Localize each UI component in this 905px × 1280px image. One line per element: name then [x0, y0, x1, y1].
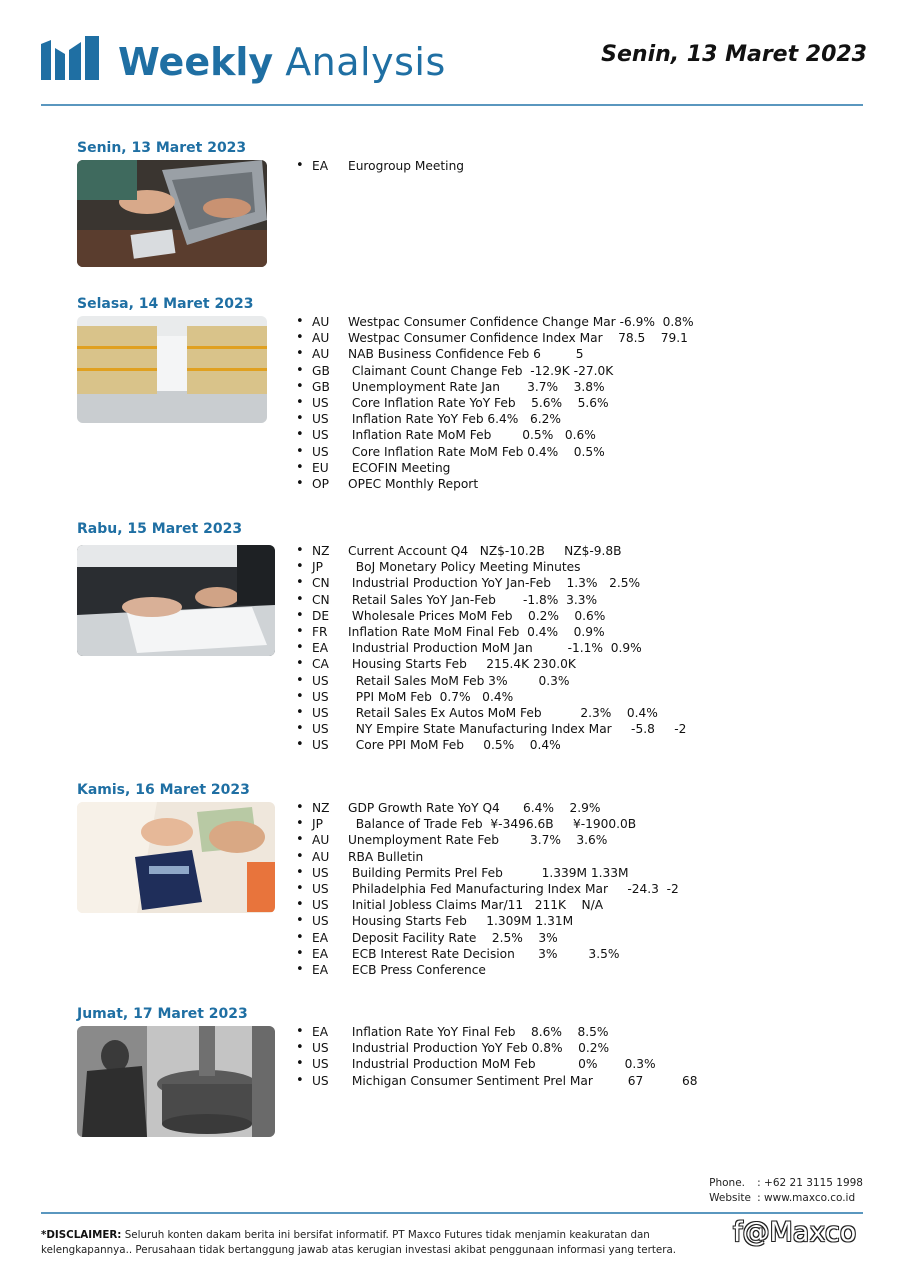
- event-text: Housing Starts Feb 215.4K 230.0K: [348, 657, 576, 672]
- country-code: US: [312, 444, 329, 459]
- list-item: [296, 897, 679, 913]
- event-text: RBA Bulletin: [348, 849, 424, 864]
- list-item: [296, 673, 686, 689]
- list-item: [296, 559, 686, 575]
- event-list: [296, 158, 464, 174]
- day-title: Rabu, 15 Maret 2023: [77, 521, 243, 537]
- event-text: ECB Press Conference: [348, 962, 486, 977]
- country-code: EA: [312, 930, 329, 945]
- country-code: AU: [312, 849, 330, 864]
- event-list: [296, 800, 679, 978]
- event-text: Industrial Production YoY Jan-Feb 1.3% 2.5%: [348, 576, 641, 591]
- country-code: NZ: [312, 544, 330, 558]
- event-text: Inflation Rate YoY Final Feb 8.6% 8.5%: [348, 1025, 609, 1039]
- day-section-senin: [77, 138, 877, 173]
- event-text: Industrial Production YoY Feb 0.8% 0.2%: [348, 1041, 610, 1056]
- maxco-watermark: f@Maxco: [733, 1217, 857, 1248]
- country-code: EA: [312, 1025, 329, 1039]
- country-code: OP: [312, 476, 329, 491]
- country-code: US: [312, 738, 329, 753]
- country-code: AU: [312, 331, 330, 346]
- country-code: EU: [312, 460, 329, 475]
- country-code: FR: [312, 624, 328, 639]
- list-item: [296, 395, 694, 411]
- event-text: ECB Interest Rate Decision 3% 3.5%: [348, 946, 620, 961]
- event-text: ECOFIN Meeting: [348, 460, 451, 475]
- photo-calculator-money: [77, 802, 275, 913]
- list-item: [296, 946, 679, 962]
- disclaimer-label: *DISCLAIMER:: [41, 1229, 122, 1241]
- event-text: Philadelphia Fed Manufacturing Index Mar -24.3 -2: [348, 881, 679, 896]
- event-text: Westpac Consumer Confidence Change Mar -6.9% 0.8%: [348, 315, 694, 329]
- disclaimer-text: Seluruh konten dakam berita ini bersifat informatif. PT Maxco Futures tidak menjamin keakuratan dan kelengkapannya.. Perusahaan tidak bertanggung jawab atas kerugian investasi akibat penggunaan informasi yang tertera.: [41, 1229, 677, 1256]
- country-code: US: [312, 395, 329, 410]
- phone-value: : +62 21 3115 1998: [757, 1177, 863, 1189]
- country-code: NZ: [312, 801, 330, 815]
- event-text: Retail Sales YoY Jan-Feb -1.8% 3.3%: [348, 592, 598, 607]
- event-list: [296, 314, 694, 492]
- list-item: [296, 832, 679, 848]
- footer-divider: [41, 1212, 863, 1214]
- country-code: US: [312, 1057, 329, 1072]
- list-item: [296, 592, 686, 608]
- event-text: Claimant Count Change Feb -12.9K -27.0K: [348, 363, 614, 378]
- event-text: Core Inflation Rate MoM Feb 0.4% 0.5%: [348, 444, 605, 459]
- title-analysis: Analysis: [285, 40, 446, 84]
- event-text: Westpac Consumer Confidence Index Mar 78.5 79.1: [348, 331, 688, 346]
- list-item: [296, 330, 694, 346]
- list-item: [296, 346, 694, 362]
- list-item: [296, 476, 694, 492]
- country-code: EA: [312, 962, 329, 977]
- event-text: GDP Growth Rate YoY Q4 6.4% 2.9%: [348, 801, 601, 815]
- country-code: AU: [312, 315, 330, 329]
- country-code: CA: [312, 657, 329, 672]
- page-header: [0, 0, 905, 110]
- country-code: US: [312, 881, 329, 896]
- list-item: [296, 816, 679, 832]
- country-code: US: [312, 689, 329, 704]
- list-item: [296, 705, 686, 721]
- event-text: Core PPI MoM Feb 0.5% 0.4%: [348, 738, 561, 753]
- contact-website: [709, 1191, 863, 1206]
- event-text: Inflation Rate MoM Feb 0.5% 0.6%: [348, 428, 596, 443]
- contact-info: [709, 1176, 863, 1206]
- list-item: [296, 1073, 698, 1089]
- day-section-kamis: [77, 780, 877, 977]
- list-item: [296, 962, 679, 978]
- list-item: [296, 444, 694, 460]
- event-list: [296, 1024, 698, 1089]
- website-value: : www.maxco.co.id: [757, 1192, 856, 1204]
- list-item: [296, 913, 679, 929]
- event-text: Retail Sales Ex Autos MoM Feb 2.3% 0.4%: [348, 705, 658, 720]
- list-item: [296, 427, 694, 443]
- country-code: EA: [312, 641, 329, 656]
- page-title: [118, 38, 446, 86]
- event-text: Michigan Consumer Sentiment Prel Mar 67 68: [348, 1073, 698, 1088]
- event-text: Deposit Facility Rate 2.5% 3%: [348, 930, 558, 945]
- country-code: US: [312, 412, 329, 427]
- photo-signing-document: [77, 545, 275, 656]
- title-weekly: Weekly: [118, 40, 274, 84]
- event-text: OPEC Monthly Report: [348, 476, 479, 491]
- event-text: Wholesale Prices MoM Feb 0.2% 0.6%: [348, 608, 606, 623]
- photo-warehouse-shelves: [77, 316, 267, 423]
- country-code: CN: [312, 576, 330, 591]
- country-code: US: [312, 673, 329, 688]
- country-code: EA: [312, 946, 329, 961]
- header-divider: [41, 104, 863, 106]
- list-item: [296, 689, 686, 705]
- event-text: PPI MoM Feb 0.7% 0.4%: [348, 689, 514, 704]
- list-item: [296, 737, 686, 753]
- event-text: Housing Starts Feb 1.309M 1.31M: [348, 914, 574, 929]
- event-text: BoJ Monetary Policy Meeting Minutes: [348, 560, 581, 575]
- country-code: EA: [312, 159, 329, 173]
- phone-label: Phone.: [709, 1177, 746, 1189]
- list-item: [296, 849, 679, 865]
- event-text: Current Account Q4 NZ$-10.2B NZ$-9.8B: [348, 544, 622, 558]
- list-item: [296, 1040, 698, 1056]
- country-code: DE: [312, 608, 330, 623]
- event-text: Industrial Production MoM Jan -1.1% 0.9%: [348, 641, 642, 656]
- list-item: [296, 930, 679, 946]
- day-title: Selasa, 14 Maret 2023: [77, 296, 254, 312]
- list-item: [296, 608, 686, 624]
- event-text: Balance of Trade Feb ¥-3496.6B ¥-1900.0B: [348, 817, 637, 832]
- list-item: [296, 314, 694, 330]
- day-title: Kamis, 16 Maret 2023: [77, 782, 250, 798]
- list-item: [296, 543, 686, 559]
- country-code: JP: [312, 817, 323, 832]
- event-text: Core Inflation Rate YoY Feb 5.6% 5.6%: [348, 395, 609, 410]
- photo-machinist-lathe: [77, 1026, 275, 1137]
- list-item: [296, 721, 686, 737]
- event-text: Unemployment Rate Feb 3.7% 3.6%: [348, 833, 608, 848]
- country-code: US: [312, 722, 329, 737]
- header-date: Senin, 13 Maret 2023: [601, 42, 867, 67]
- photo-hands-computer-parts: [77, 160, 267, 267]
- list-item: [296, 1056, 698, 1072]
- event-text: Unemployment Rate Jan 3.7% 3.8%: [348, 379, 605, 394]
- list-item: [296, 640, 686, 656]
- list-item: [296, 158, 464, 174]
- list-item: [296, 881, 679, 897]
- event-text: Eurogroup Meeting: [348, 159, 465, 173]
- list-item: [296, 379, 694, 395]
- event-text: Initial Jobless Claims Mar/11 211K N/A: [348, 898, 604, 913]
- event-text: NAB Business Confidence Feb 6 5: [348, 347, 584, 362]
- event-list: [296, 543, 686, 753]
- country-code: US: [312, 865, 329, 880]
- list-item: [296, 865, 679, 881]
- country-code: JP: [312, 560, 323, 575]
- country-code: AU: [312, 347, 330, 362]
- country-code: US: [312, 705, 329, 720]
- day-title: Jumat, 17 Maret 2023: [77, 1006, 248, 1022]
- country-code: US: [312, 898, 329, 913]
- bar-chart-logo-icon: [41, 36, 99, 80]
- day-section-selasa: [77, 294, 877, 491]
- country-code: US: [312, 914, 329, 929]
- day-section-jumat: [77, 1004, 877, 1088]
- country-code: GB: [312, 379, 330, 394]
- list-item: [296, 363, 694, 379]
- country-code: US: [312, 428, 329, 443]
- website-label: Website: [709, 1192, 751, 1204]
- event-text: Inflation Rate YoY Feb 6.4% 6.2%: [348, 412, 561, 427]
- contact-phone: [709, 1176, 863, 1191]
- list-item: [296, 800, 679, 816]
- country-code: GB: [312, 363, 330, 378]
- event-text: NY Empire State Manufacturing Index Mar -5.8 -2: [348, 722, 687, 737]
- event-text: Inflation Rate MoM Final Feb 0.4% 0.9%: [348, 624, 605, 639]
- country-code: US: [312, 1041, 329, 1056]
- day-title: Senin, 13 Maret 2023: [77, 140, 247, 156]
- list-item: [296, 575, 686, 591]
- country-code: CN: [312, 592, 330, 607]
- country-code: AU: [312, 833, 330, 848]
- event-text: Building Permits Prel Feb 1.339M 1.33M: [348, 865, 629, 880]
- list-item: [296, 656, 686, 672]
- list-item: [296, 624, 686, 640]
- event-text: Industrial Production MoM Feb 0% 0.3%: [348, 1057, 656, 1072]
- list-item: [296, 460, 694, 476]
- list-item: [296, 1024, 698, 1040]
- list-item: [296, 411, 694, 427]
- day-section-rabu: [77, 519, 877, 753]
- disclaimer: [41, 1228, 731, 1257]
- event-text: Retail Sales MoM Feb 3% 0.3%: [348, 673, 570, 688]
- country-code: US: [312, 1073, 329, 1088]
